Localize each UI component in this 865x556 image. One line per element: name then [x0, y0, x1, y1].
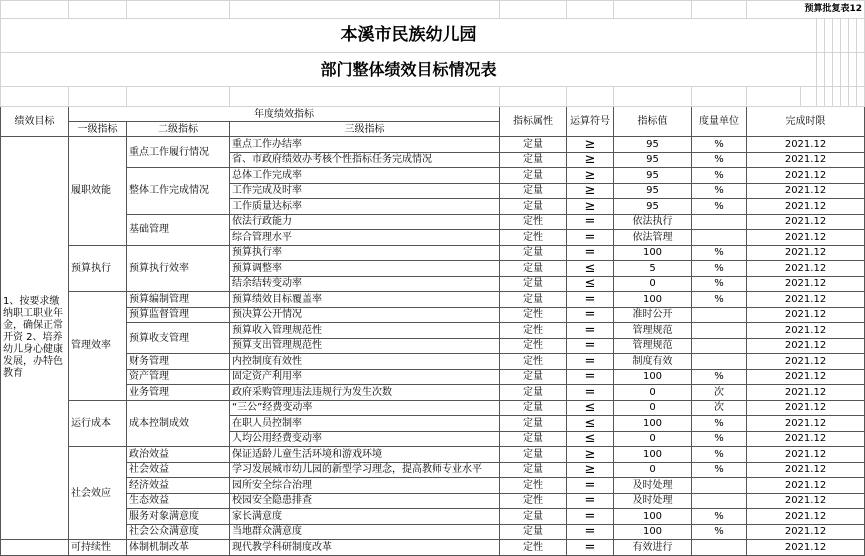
attr-cell: 定量: [500, 152, 567, 168]
level2-cell: 政治效益: [127, 447, 230, 463]
header-goal: 绩效目标: [1, 107, 69, 137]
operator-cell: ≤: [567, 431, 614, 447]
deadline-cell: 2021.12: [747, 431, 865, 447]
operator-cell: ≥: [567, 168, 614, 184]
level3-cell: 预决算公开情况: [230, 307, 500, 323]
unit-cell: [692, 307, 747, 323]
level2-cell: 财务管理: [127, 354, 230, 370]
header-attr: 指标属性: [500, 107, 567, 137]
unit-cell: %: [692, 168, 747, 184]
level3-cell: 结余结转变动率: [230, 276, 500, 292]
operator-cell: ≤: [567, 400, 614, 416]
attr-cell: 定量: [500, 509, 567, 525]
deadline-cell: 2021.12: [747, 369, 865, 385]
operator-cell: =: [567, 478, 614, 494]
level2-cell: 预算执行效率: [127, 245, 230, 292]
table-row: [1, 447, 865, 463]
level3-cell: 工作完成及时率: [230, 183, 500, 199]
unit-cell: %: [692, 199, 747, 215]
level3-cell: 预算收入管理规范性: [230, 323, 500, 339]
attr-cell: 定量: [500, 276, 567, 292]
operator-cell: =: [567, 214, 614, 230]
value-cell: 100: [614, 292, 692, 308]
operator-cell: ≥: [567, 447, 614, 463]
operator-cell: ≤: [567, 416, 614, 432]
operator-cell: ≥: [567, 199, 614, 215]
level3-cell: 重点工作办结率: [230, 137, 500, 153]
table-title: 部门整体绩效目标情况表: [1, 53, 817, 87]
header-level3: 三级指标: [230, 122, 500, 137]
operator-cell: =: [567, 323, 614, 339]
unit-cell: %: [692, 431, 747, 447]
attr-cell: 定量: [500, 385, 567, 401]
deadline-cell: 2021.12: [747, 152, 865, 168]
attr-cell: 定量: [500, 416, 567, 432]
level3-cell: 内控制度有效性: [230, 354, 500, 370]
unit-cell: [692, 540, 747, 556]
level2-cell: 整体工作完成情况: [127, 168, 230, 215]
table-row: [1, 509, 865, 525]
attr-cell: 定性: [500, 478, 567, 494]
table-row: [1, 385, 865, 401]
unit-cell: %: [692, 292, 747, 308]
value-cell: 100: [614, 509, 692, 525]
value-cell: 0: [614, 431, 692, 447]
value-cell: 95: [614, 183, 692, 199]
attr-cell: 定性: [500, 493, 567, 509]
level3-cell: 园所安全综合治理: [230, 478, 500, 494]
level2-cell: 成本控制成效: [127, 400, 230, 447]
operator-cell: =: [567, 230, 614, 246]
unit-cell: %: [692, 137, 747, 153]
level2-cell: 服务对象满意度: [127, 509, 230, 525]
operator-cell: =: [567, 493, 614, 509]
deadline-cell: 2021.12: [747, 323, 865, 339]
level3-cell: 省、市政府绩效办考核个性指标任务完成情况: [230, 152, 500, 168]
operator-cell: =: [567, 338, 614, 354]
value-cell: 95: [614, 137, 692, 153]
table-row: [1, 369, 865, 385]
unit-cell: %: [692, 447, 747, 463]
operator-cell: =: [567, 245, 614, 261]
operator-cell: =: [567, 385, 614, 401]
value-cell: 95: [614, 168, 692, 184]
operator-cell: =: [567, 540, 614, 556]
level1-cell: 管理效率: [69, 292, 127, 401]
form-tag: 预算批复表12: [747, 1, 865, 19]
deadline-cell: 2021.12: [747, 354, 865, 370]
attr-cell: 定量: [500, 462, 567, 478]
value-cell: 及时处理: [614, 493, 692, 509]
table-row: [1, 478, 865, 494]
attr-cell: 定量: [500, 137, 567, 153]
value-cell: 5: [614, 261, 692, 277]
unit-cell: [692, 338, 747, 354]
deadline-cell: 2021.12: [747, 230, 865, 246]
unit-cell: %: [692, 462, 747, 478]
deadline-cell: 2021.12: [747, 416, 865, 432]
value-cell: 100: [614, 369, 692, 385]
deadline-cell: 2021.12: [747, 338, 865, 354]
operator-cell: ≥: [567, 152, 614, 168]
attr-cell: 定性: [500, 214, 567, 230]
goal-cell: 1、按要求缴纳职工职业年金，确保正常开资 2、培养幼儿身心健康发展，办特色教育: [1, 137, 69, 540]
level3-cell: 预算支出管理规范性: [230, 338, 500, 354]
value-cell: 0: [614, 400, 692, 416]
value-cell: 100: [614, 245, 692, 261]
value-cell: 0: [614, 462, 692, 478]
level3-cell: 现代教学科研制度改革: [230, 540, 500, 556]
level2-cell: 业务管理: [127, 385, 230, 401]
operator-cell: =: [567, 509, 614, 525]
level3-cell: 预算执行率: [230, 245, 500, 261]
table-row: [1, 137, 865, 153]
goal-cell-empty: [1, 540, 69, 556]
table-row: [1, 540, 865, 556]
unit-cell: %: [692, 152, 747, 168]
deadline-cell: 2021.12: [747, 385, 865, 401]
header-deadline: 完成时限: [747, 107, 865, 137]
value-cell: 0: [614, 385, 692, 401]
unit-cell: 次: [692, 385, 747, 401]
level1-cell: 社会效应: [69, 447, 127, 540]
deadline-cell: 2021.12: [747, 292, 865, 308]
level3-cell: 在职人员控制率: [230, 416, 500, 432]
level2-cell: 体制机制改革: [127, 540, 230, 556]
attr-cell: 定量: [500, 400, 567, 416]
deadline-cell: 2021.12: [747, 462, 865, 478]
level3-cell: 政府采购管理违法违规行为发生次数: [230, 385, 500, 401]
operator-cell: ≤: [567, 276, 614, 292]
attr-cell: 定性: [500, 230, 567, 246]
operator-cell: ≥: [567, 183, 614, 199]
deadline-cell: 2021.12: [747, 493, 865, 509]
level2-cell: 预算编制管理: [127, 292, 230, 308]
value-cell: 管理规范: [614, 338, 692, 354]
level2-cell: 预算收支管理: [127, 323, 230, 354]
level3-cell: 当地群众满意度: [230, 524, 500, 540]
unit-cell: %: [692, 509, 747, 525]
table-row: [1, 292, 865, 308]
deadline-cell: 2021.12: [747, 447, 865, 463]
header-annual: 年度绩效指标: [69, 107, 500, 122]
level2-cell: 社会效益: [127, 462, 230, 478]
value-cell: 依法执行: [614, 214, 692, 230]
unit-cell: %: [692, 261, 747, 277]
deadline-cell: 2021.12: [747, 199, 865, 215]
level3-cell: 预算绩效目标覆盖率: [230, 292, 500, 308]
unit-cell: 次: [692, 400, 747, 416]
deadline-cell: 2021.12: [747, 168, 865, 184]
deadline-cell: 2021.12: [747, 307, 865, 323]
value-cell: 95: [614, 152, 692, 168]
unit-cell: [692, 323, 747, 339]
unit-cell: %: [692, 416, 747, 432]
deadline-cell: 2021.12: [747, 400, 865, 416]
operator-cell: =: [567, 524, 614, 540]
operator-cell: =: [567, 292, 614, 308]
table-row: [1, 245, 865, 261]
header-unit: 度量单位: [692, 107, 747, 137]
level2-cell: 经济效益: [127, 478, 230, 494]
level3-cell: “三公”经费变动率: [230, 400, 500, 416]
attr-cell: 定性: [500, 354, 567, 370]
level2-cell: 资产管理: [127, 369, 230, 385]
deadline-cell: 2021.12: [747, 478, 865, 494]
header-op: 运算符号: [567, 107, 614, 137]
level3-cell: 固定资产利用率: [230, 369, 500, 385]
attr-cell: 定性: [500, 323, 567, 339]
value-cell: 100: [614, 524, 692, 540]
unit-cell: %: [692, 524, 747, 540]
unit-cell: %: [692, 369, 747, 385]
unit-cell: %: [692, 245, 747, 261]
table-row: [1, 307, 865, 323]
operator-cell: =: [567, 369, 614, 385]
attr-cell: 定量: [500, 183, 567, 199]
level3-cell: 保证适龄儿童生活环境和游戏环境: [230, 447, 500, 463]
deadline-cell: 2021.12: [747, 509, 865, 525]
level2-cell: 预算监督管理: [127, 307, 230, 323]
value-cell: 100: [614, 447, 692, 463]
table-row: [1, 462, 865, 478]
deadline-cell: 2021.12: [747, 183, 865, 199]
value-cell: 0: [614, 276, 692, 292]
attr-cell: 定性: [500, 307, 567, 323]
value-cell: 制度有效: [614, 354, 692, 370]
value-cell: 100: [614, 416, 692, 432]
deadline-cell: 2021.12: [747, 276, 865, 292]
attr-cell: 定量: [500, 431, 567, 447]
level2-cell: 社会公众满意度: [127, 524, 230, 540]
deadline-cell: 2021.12: [747, 137, 865, 153]
unit-cell: %: [692, 276, 747, 292]
table-row: [1, 168, 865, 184]
value-cell: 95: [614, 199, 692, 215]
attr-cell: 定量: [500, 261, 567, 277]
attr-cell: 定量: [500, 245, 567, 261]
table-row: [1, 524, 865, 540]
level3-cell: 人均公用经费变动率: [230, 431, 500, 447]
value-cell: 管理规范: [614, 323, 692, 339]
level2-cell: 生态效益: [127, 493, 230, 509]
table-row: [1, 493, 865, 509]
deadline-cell: 2021.12: [747, 524, 865, 540]
level1-cell: 运行成本: [69, 400, 127, 447]
deadline-cell: 2021.12: [747, 214, 865, 230]
deadline-cell: 2021.12: [747, 245, 865, 261]
unit-cell: [692, 493, 747, 509]
level3-cell: 总体工作完成率: [230, 168, 500, 184]
operator-cell: =: [567, 354, 614, 370]
table-row: [1, 400, 865, 416]
attr-cell: 定量: [500, 369, 567, 385]
value-cell: 准时公开: [614, 307, 692, 323]
unit-cell: [692, 478, 747, 494]
attr-cell: 定量: [500, 199, 567, 215]
attr-cell: 定量: [500, 447, 567, 463]
operator-cell: ≥: [567, 462, 614, 478]
attr-cell: 定性: [500, 540, 567, 556]
operator-cell: ≥: [567, 137, 614, 153]
operator-cell: ≤: [567, 261, 614, 277]
value-cell: 依法管理: [614, 230, 692, 246]
level3-cell: 家长满意度: [230, 509, 500, 525]
value-cell: 及时处理: [614, 478, 692, 494]
level2-cell: 基础管理: [127, 214, 230, 245]
attr-cell: 定量: [500, 168, 567, 184]
unit-cell: [692, 230, 747, 246]
level2-cell: 重点工作履行情况: [127, 137, 230, 168]
level3-cell: 依法行政能力: [230, 214, 500, 230]
unit-cell: [692, 214, 747, 230]
unit-cell: [692, 354, 747, 370]
level3-cell: 工作质量达标率: [230, 199, 500, 215]
table-row: [1, 323, 865, 339]
header-level1: 一级指标: [69, 122, 127, 137]
unit-cell: %: [692, 183, 747, 199]
table-row: [1, 214, 865, 230]
level3-cell: 学习发展城市幼儿园的新型学习理念，提高教师专业水平: [230, 462, 500, 478]
level1-cell: 预算执行: [69, 245, 127, 292]
org-title: 本溪市民族幼儿园: [1, 19, 817, 53]
deadline-cell: 2021.12: [747, 261, 865, 277]
deadline-cell: 2021.12: [747, 540, 865, 556]
attr-cell: 定量: [500, 292, 567, 308]
level3-cell: 综合管理水平: [230, 230, 500, 246]
operator-cell: =: [567, 307, 614, 323]
value-cell: 有效进行: [614, 540, 692, 556]
header-level2: 二级指标: [127, 122, 230, 137]
level1-cell: 履职效能: [69, 137, 127, 246]
table-row: [1, 354, 865, 370]
level3-cell: 校园安全隐患排查: [230, 493, 500, 509]
level3-cell: 预算调整率: [230, 261, 500, 277]
attr-cell: 定量: [500, 524, 567, 540]
level1-cell: 可持续性: [69, 540, 127, 556]
attr-cell: 定性: [500, 338, 567, 354]
header-value: 指标值: [614, 107, 692, 137]
